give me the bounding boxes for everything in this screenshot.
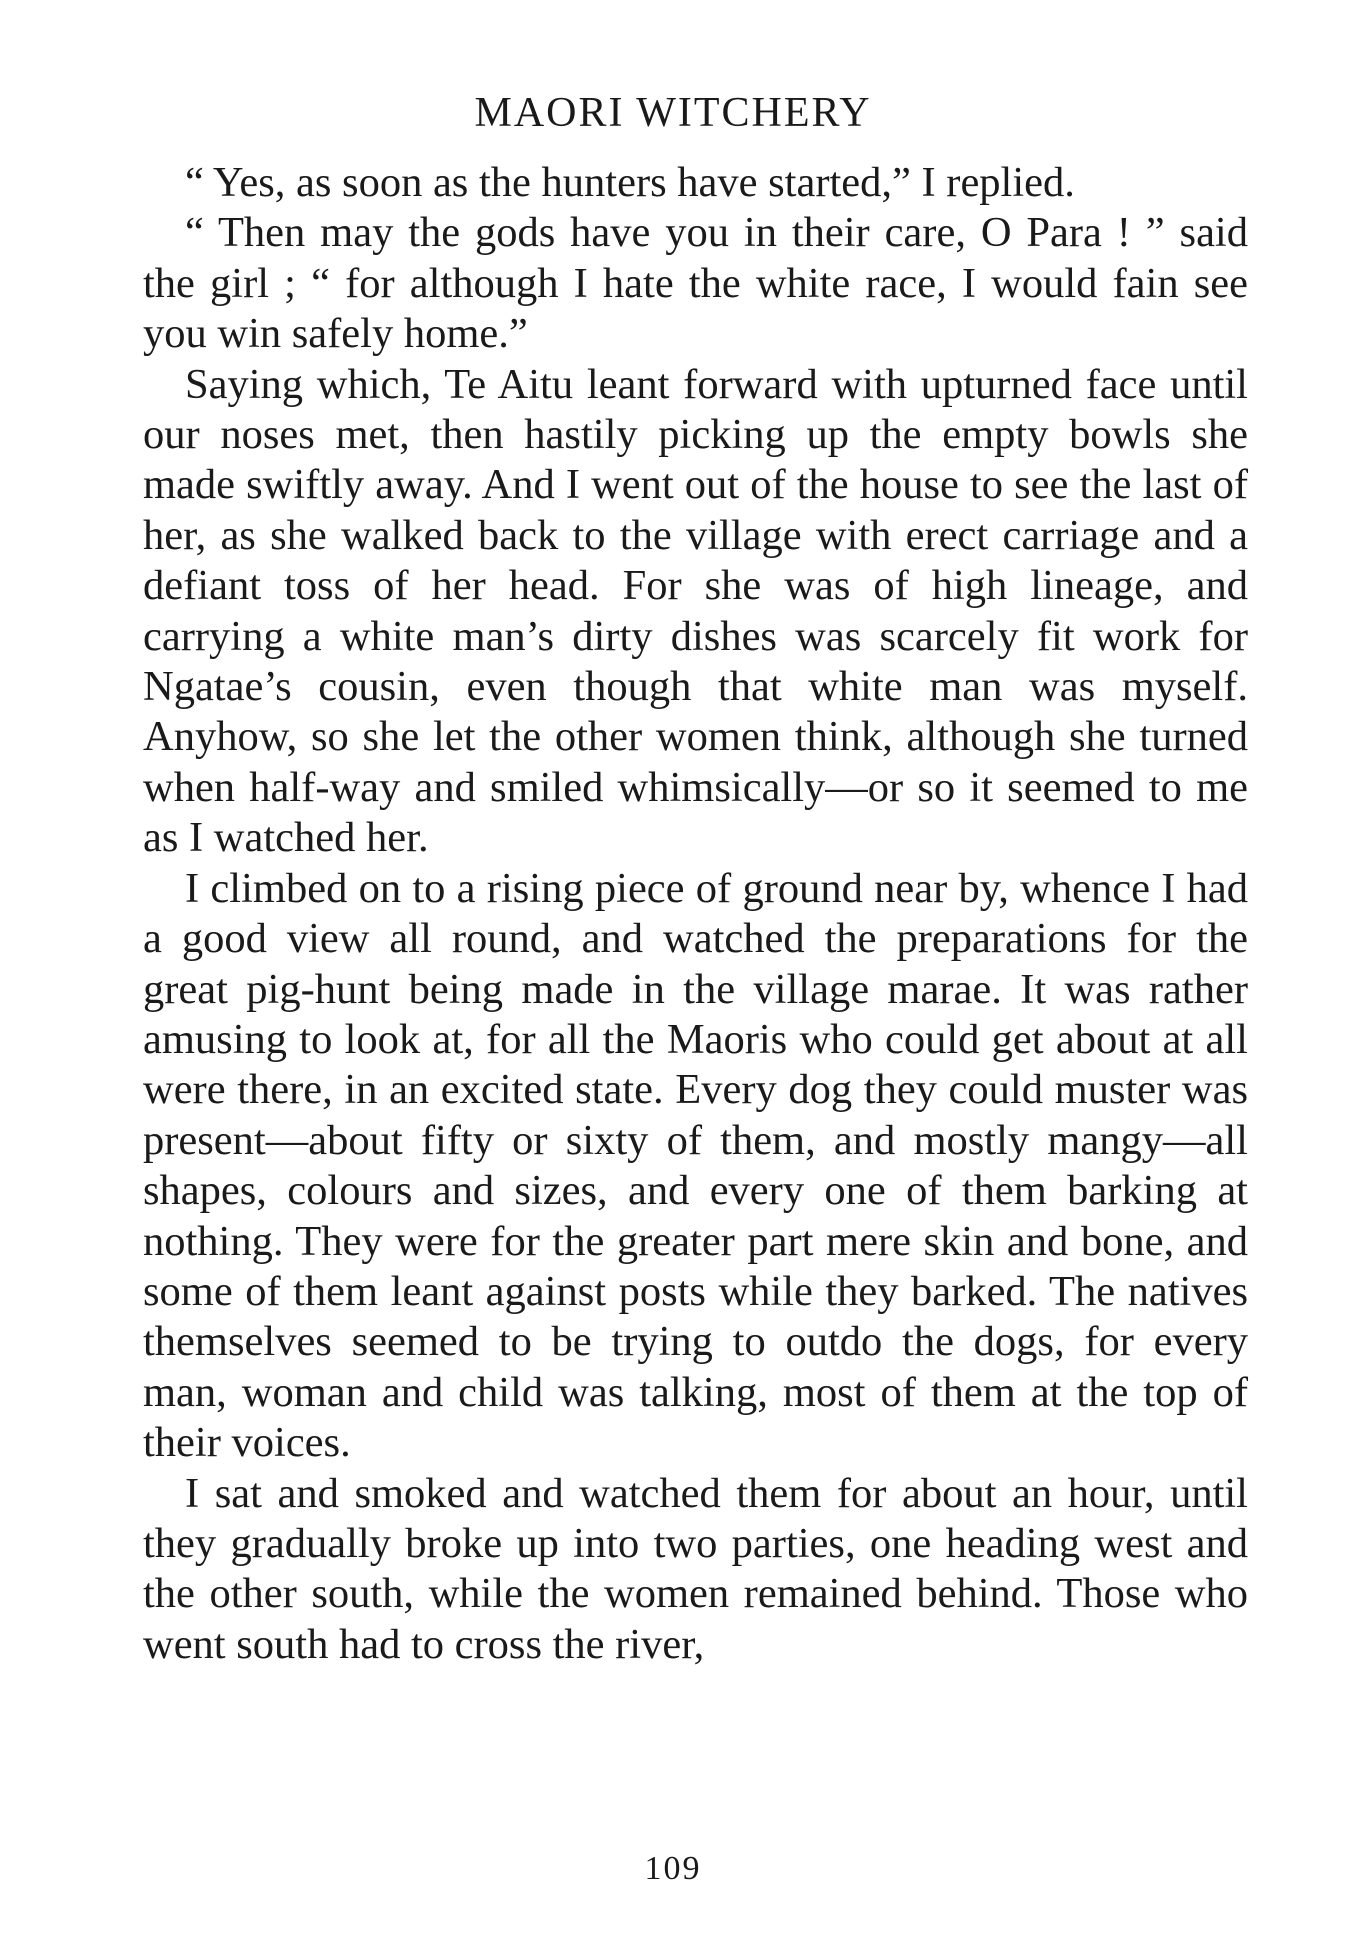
paragraph-4: I climbed on to a rising piece of ground near by, whence I had a good view all round, and watched the preparations for the great pig-hunt being made in the village marae. It was rather amusing to look at, for all the Maoris who could get about at all were there, in an excited state. Every dog they could muster was present—about fifty or sixty of them, and mostly mangy—all shapes, colours and sizes, and every one of them barking at nothing. They were for the greater part mere skin and bone, and some of them leant against posts while they barked. The natives themselves seemed to be trying to outdo the dogs, for every man, woman and child was talking, most of them at the top of their voices. — [143, 864, 1248, 1467]
body-text — [143, 158, 1248, 1670]
paragraph-2: “ Then may the gods have you in their care, O Para ! ” said the girl ; “ for although I hate the white race, I would fain see you win safely home.” — [143, 209, 1248, 358]
paragraph-5: I sat and smoked and watched them for about an hour, until they gradually broke up into two parties, one heading west and the other south, while the women remained behind. Those who went south had to cross the river, — [143, 1469, 1248, 1668]
paragraph-3: Saying which, Te Aitu leant forward with upturned face until our noses met, then hastily picking up the empty bowls she made swiftly away. And I went out of the house to see the last of her, as she walked back to the village with erect carriage and a defiant toss of her head. For she was of high lineage, and carrying a white man’s dirty dishes was scarcely fit work for Ngatae’s cousin, even though that white man was myself. Anyhow, so she let the other women think, although she turned when half-way and smiled whimsically—or so it seemed to me as I watched her. — [143, 360, 1248, 862]
running-head: MAORI WITCHERY — [474, 90, 872, 136]
page-number: 109 — [644, 1850, 702, 1887]
paragraph-1: “ Yes, as soon as the hunters have started,” I replied. — [185, 159, 1075, 206]
